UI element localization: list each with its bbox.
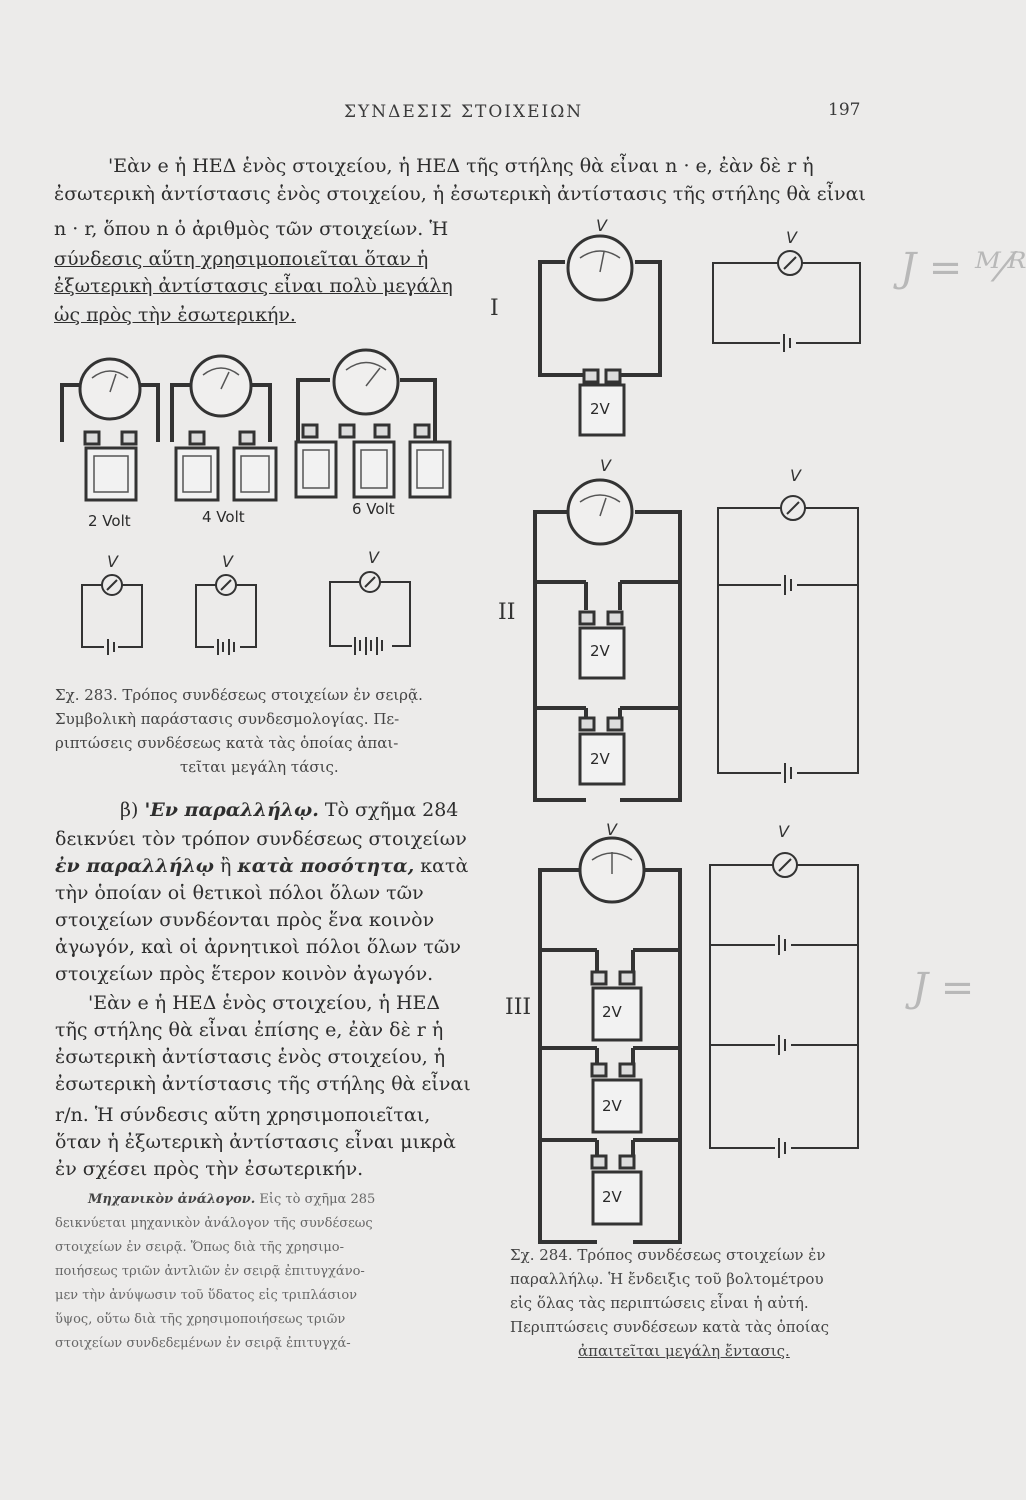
parallel-line: τὴν ὁποίαν οἱ θετικοὶ πόλοι ὅλων τῶν [55, 882, 424, 904]
mechanical-line: στοιχείων συνδεδεμένων ἐν σειρᾷ ἐπιτυγχά- [55, 1336, 351, 1351]
figure-283-caption-line: Σχ. 283. Τρόπος συνδέσεως στοιχείων ἐν σειρᾷ. [55, 686, 423, 704]
label-4-volt: 4 Volt [202, 508, 245, 526]
figure-284-caption-line: Σχ. 284. Τρόπος συνδέσεως στοιχείων ἐν [510, 1246, 826, 1264]
parallel-heading: β) 'Εν παραλλήλῳ. Τὸ σχῆμα 284 [120, 799, 459, 821]
parallel-line: ἐσωτερικὴ ἀντίστασις τῆς στήλης θὰ εἶναι [55, 1073, 471, 1095]
intro-line-2: ἐσωτερικὴ ἀντίστασις ἑνὸς στοιχείου, ἡ ἐσωτερικὴ ἀντίστασις τῆς στήλης θὰ εἶναι [54, 183, 866, 205]
running-header: ΣΥΝΔΕΣΙΣ ΣΤΟΙΧΕΙΩΝ [344, 102, 584, 122]
parallel-line: ἐν παραλλήλῳ ἢ κατὰ ποσότητα, κατὰ [55, 855, 469, 877]
mechanical-line: ὕψος, οὕτω διὰ τῆς χρησιμοποιήσεως τριῶν [55, 1312, 346, 1327]
v-label: V [222, 552, 233, 571]
mechanical-heading: Μηχανικὸν ἀνάλογον. Εἰς τὸ σχῆμα 285 [88, 1192, 376, 1207]
battery-label: 2V [602, 1097, 622, 1115]
figure-283-caption-line: τεῖται μεγάλη τάσις. [180, 758, 339, 776]
label-6-volt: 6 Volt [352, 500, 395, 518]
v-label: V [600, 456, 611, 475]
parallel-line: δεικνύει τὸν τρόπον συνδέσεως στοιχείων [55, 828, 467, 850]
figure-284-caption-line: παραλλήλῳ. Ἡ ἔνδειξις τοῦ βολτομέτρου [510, 1270, 824, 1288]
battery-label: 2V [602, 1188, 622, 1206]
page-number: 197 [828, 100, 861, 120]
parallel-line: r/n. Ἡ σύνδεσις αὕτη χρησιμοποιεῖται, [55, 1104, 431, 1126]
figure-284-caption-line: ἀπαιτεῖται μεγάλη ἔντασις. [578, 1342, 790, 1360]
intro-line-3: n · r, ὅπου n ὁ ἀριθμὸς τῶν στοιχείων. Ἡ [54, 218, 449, 240]
battery-label: 2V [590, 400, 610, 418]
parallel-line: στοιχείων πρὸς ἕτερον κοινὸν ἀγωγόν. [55, 963, 434, 985]
v-label: V [606, 820, 617, 839]
figure-284-caption-line: εἰς ὅλας τὰς περιπτώσεις εἶναι ἡ αὐτή. [510, 1294, 809, 1312]
parallel-line: ἐν σχέσει πρὸς τὴν ἐσωτερικήν. [55, 1158, 364, 1180]
roman-numeral: I [490, 296, 499, 321]
parallel-line: ἐσωτερικὴ ἀντίστασις ἑνὸς στοιχείου, ἡ [55, 1046, 446, 1068]
mechanical-line: στοιχείων ἐν σειρᾷ. Ὅπως διὰ τῆς χρησιμο- [55, 1240, 345, 1255]
figure-283-caption-line: ριπτώσεις συνδέσεως κατὰ τὰς ὁποίας ἀπαι- [55, 734, 399, 752]
battery-label: 2V [602, 1003, 622, 1021]
figure-283-caption-line: Συμβολικὴ παράστασις συνδεσμολογίας. Πε- [55, 710, 400, 728]
mechanical-line: μεν τὴν ἀνύψωσιν τοῦ ὕδατος εἰς τριπλάσιον [55, 1288, 358, 1303]
v-label: V [107, 552, 118, 571]
mechanical-line: ποιήσεως τριῶν ἀντλιῶν ἐν σειρᾷ ἐπιτυγχάνο- [55, 1264, 365, 1279]
parallel-line: ὅταν ἡ ἐξωτερικὴ ἀντίστασις εἶναι μικρὰ [55, 1131, 456, 1153]
v-label: V [786, 228, 797, 247]
intro-line-6: ὡς πρὸς τὴν ἐσωτερικήν. [54, 304, 296, 326]
parallel-line: στοιχείων συνδέονται πρὸς ἕνα κοινὸν [55, 909, 435, 931]
margin-handwriting: J = ᴹ⁄ᴿ [900, 245, 1026, 291]
label-2-volt: 2 Volt [88, 512, 131, 530]
roman-numeral: II [498, 600, 516, 625]
v-label: V [596, 216, 607, 235]
v-label: V [778, 822, 789, 841]
intro-line-5: ἐξωτερικὴ ἀντίστασις εἶναι πολὺ μεγάλη [54, 275, 453, 297]
battery-label: 2V [590, 750, 610, 768]
figure-284-caption-line: Περιπτώσεις συνδέσεων κατὰ τὰς ὁποίας [510, 1318, 830, 1336]
voltmeter-icon [80, 350, 398, 419]
parallel-line: τῆς στήλης θὰ εἶναι ἐπίσης e, ἐὰν δὲ r ἡ [55, 1019, 444, 1041]
intro-line-4: σύνδεσις αὕτη χρησιμοποιεῖται ὅταν ἡ [54, 248, 429, 270]
margin-handwriting: J = [912, 965, 975, 1011]
battery-label: 2V [590, 642, 610, 660]
intro-line-1: 'Εὰν e ἡ ΗΕΔ ἑνὸς στοιχείου, ἡ ΗΕΔ τῆς στήλης θὰ εἶναι n · e, ἐὰν δὲ r ἡ [108, 155, 814, 177]
parallel-line: ἀγωγόν, καὶ οἱ ἀρνητικοὶ πόλοι ὅλων τῶν [55, 936, 461, 958]
v-label: V [790, 466, 801, 485]
mechanical-line: δεικνύεται μηχανικὸν ἀνάλογον τῆς συνδέσεως [55, 1216, 373, 1231]
v-label: V [368, 548, 379, 567]
parallel-line: 'Εὰν e ἡ ΗΕΔ ἑνὸς στοιχείου, ἡ ΗΕΔ [88, 992, 441, 1014]
roman-numeral: III [505, 995, 532, 1020]
